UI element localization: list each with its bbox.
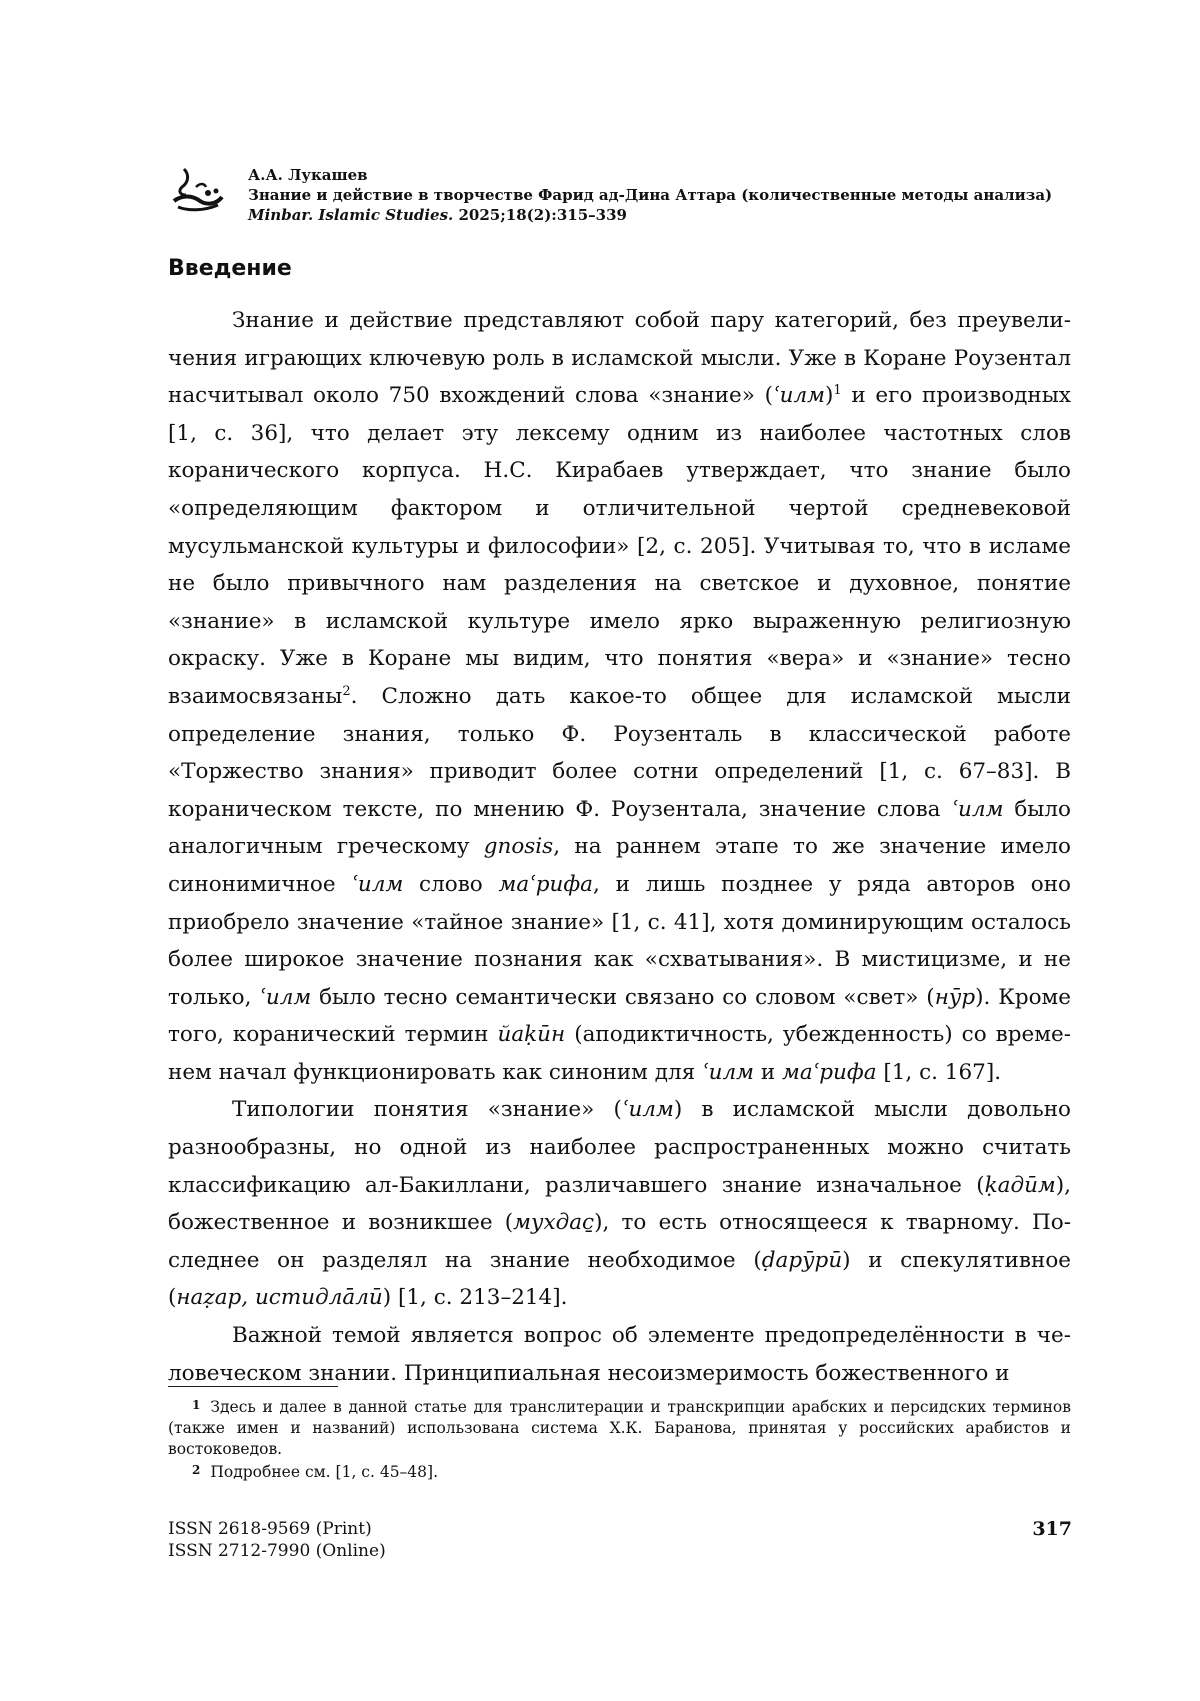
- page-number: 317: [1020, 1518, 1072, 1540]
- paragraph-2: Типологии понятия «знание» (ʿилм) в исламской мысли доволь­но разнообразны, но одной из наиболее распространенных можно считать классификацию ал-Бакиллани, различавшего знание изначальное (ḳадӣм), божественное и возникшее (мухдас̱), то есть относящееся к тварному. По­следнее он разделял на знание необходимое (ḍарӯрӣ) и спекулятивное (наẓар, истидлāлӣ) [1, с. 213–214].: [168, 1091, 1071, 1317]
- footnotes: [168, 1395, 1071, 1483]
- header-citation-line: [248, 205, 1088, 225]
- article-body: [168, 302, 1071, 1392]
- issn-print: ISSN 2618-9569 (Print): [168, 1518, 386, 1540]
- footnote-1: 1 Здесь и далее в данной статье для транслитерации и транскрипции арабских и персидских терминов (также имен и названий) использована система Х.К. Баранова, принятая у российских арабистов и востоковедов.: [168, 1395, 1071, 1460]
- header-citation: 2025;18(2):315–339: [459, 206, 627, 224]
- footnote-2: 2 Подробнее см. [1, с. 45–48].: [168, 1460, 1071, 1483]
- running-header: [248, 165, 1088, 225]
- header-author: А.А. Лукашев: [248, 165, 1088, 185]
- issn-block: [168, 1518, 386, 1562]
- footnote-2-number: 2: [192, 1463, 200, 1477]
- footnote-ref-1[interactable]: 1: [833, 383, 841, 398]
- footnote-ref-2[interactable]: 2: [342, 684, 350, 699]
- journal-logo: [170, 165, 226, 217]
- header-journal: Minbar. Islamic Studies.: [248, 206, 453, 224]
- footnote-divider: [168, 1386, 338, 1387]
- issn-online: ISSN 2712-7990 (Online): [168, 1540, 386, 1562]
- paragraph-3: Важной темой является вопрос об элементе предопределённости в че­ловеческом знании. Принципиальная несоизмеримость божественного и: [168, 1317, 1071, 1392]
- header-article-title: Знание и действие в творчестве Фарид ад-Дина Аттара (количественные методы анализа): [248, 185, 1088, 205]
- footnote-1-number: 1: [192, 1398, 200, 1412]
- paragraph-1: Знание и действие представляют собой пару категорий, без преувели­чения играющих ключевую роль в исламской мысли. Уже в Коране Роузентал насчитывал около 750 вхождений слова «знание» (ʿилм)1 и его производных [1, с. 36], что делает эту лексему одним из наиболее частотных слов кораниче­ского корпуса. Н.С. Кирабаев утверждает, что знание было «определяющим фактором и отличительной чертой средневековой мусульманской культуры и философии» [2, с. 205]. Учитывая то, что в исламе не было привычного нам разделения на светское и духовное, понятие «знание» в исламской культуре имело ярко выраженную религиозную окраску. Уже в Коране мы видим, что понятия «вера» и «знание» тесно взаимосвязаны2. Сложно дать какое-то об­щее для исламской мысли определение знания, только Ф. Роузенталь в клас­сической работе «Торжество знания» приводит более сотни определений [1, с. 67–83]. В кораническом тексте, по мнению Ф. Роузентала, значение слова ʿилм было аналогичным греческому gnosis, на раннем этапе то же значение имело синонимичное ʿилм слово маʿрифа, и лишь позднее у ряда авторов оно приобрело значение «тайное знание» [1, с. 41], хотя доминирующим осталось более широкое значение познания как «схватывания». В мистицизме, и не только, ʿилм было тесно семантически связано со словом «свет» (нӯр). Кроме того, коранический термин йаḳӣн (аподиктичность, убежденность) со време­нем начал функционировать как синоним для ʿилм и маʿрифа [1, с. 167].: [168, 302, 1071, 1091]
- section-title: Введение: [168, 256, 292, 281]
